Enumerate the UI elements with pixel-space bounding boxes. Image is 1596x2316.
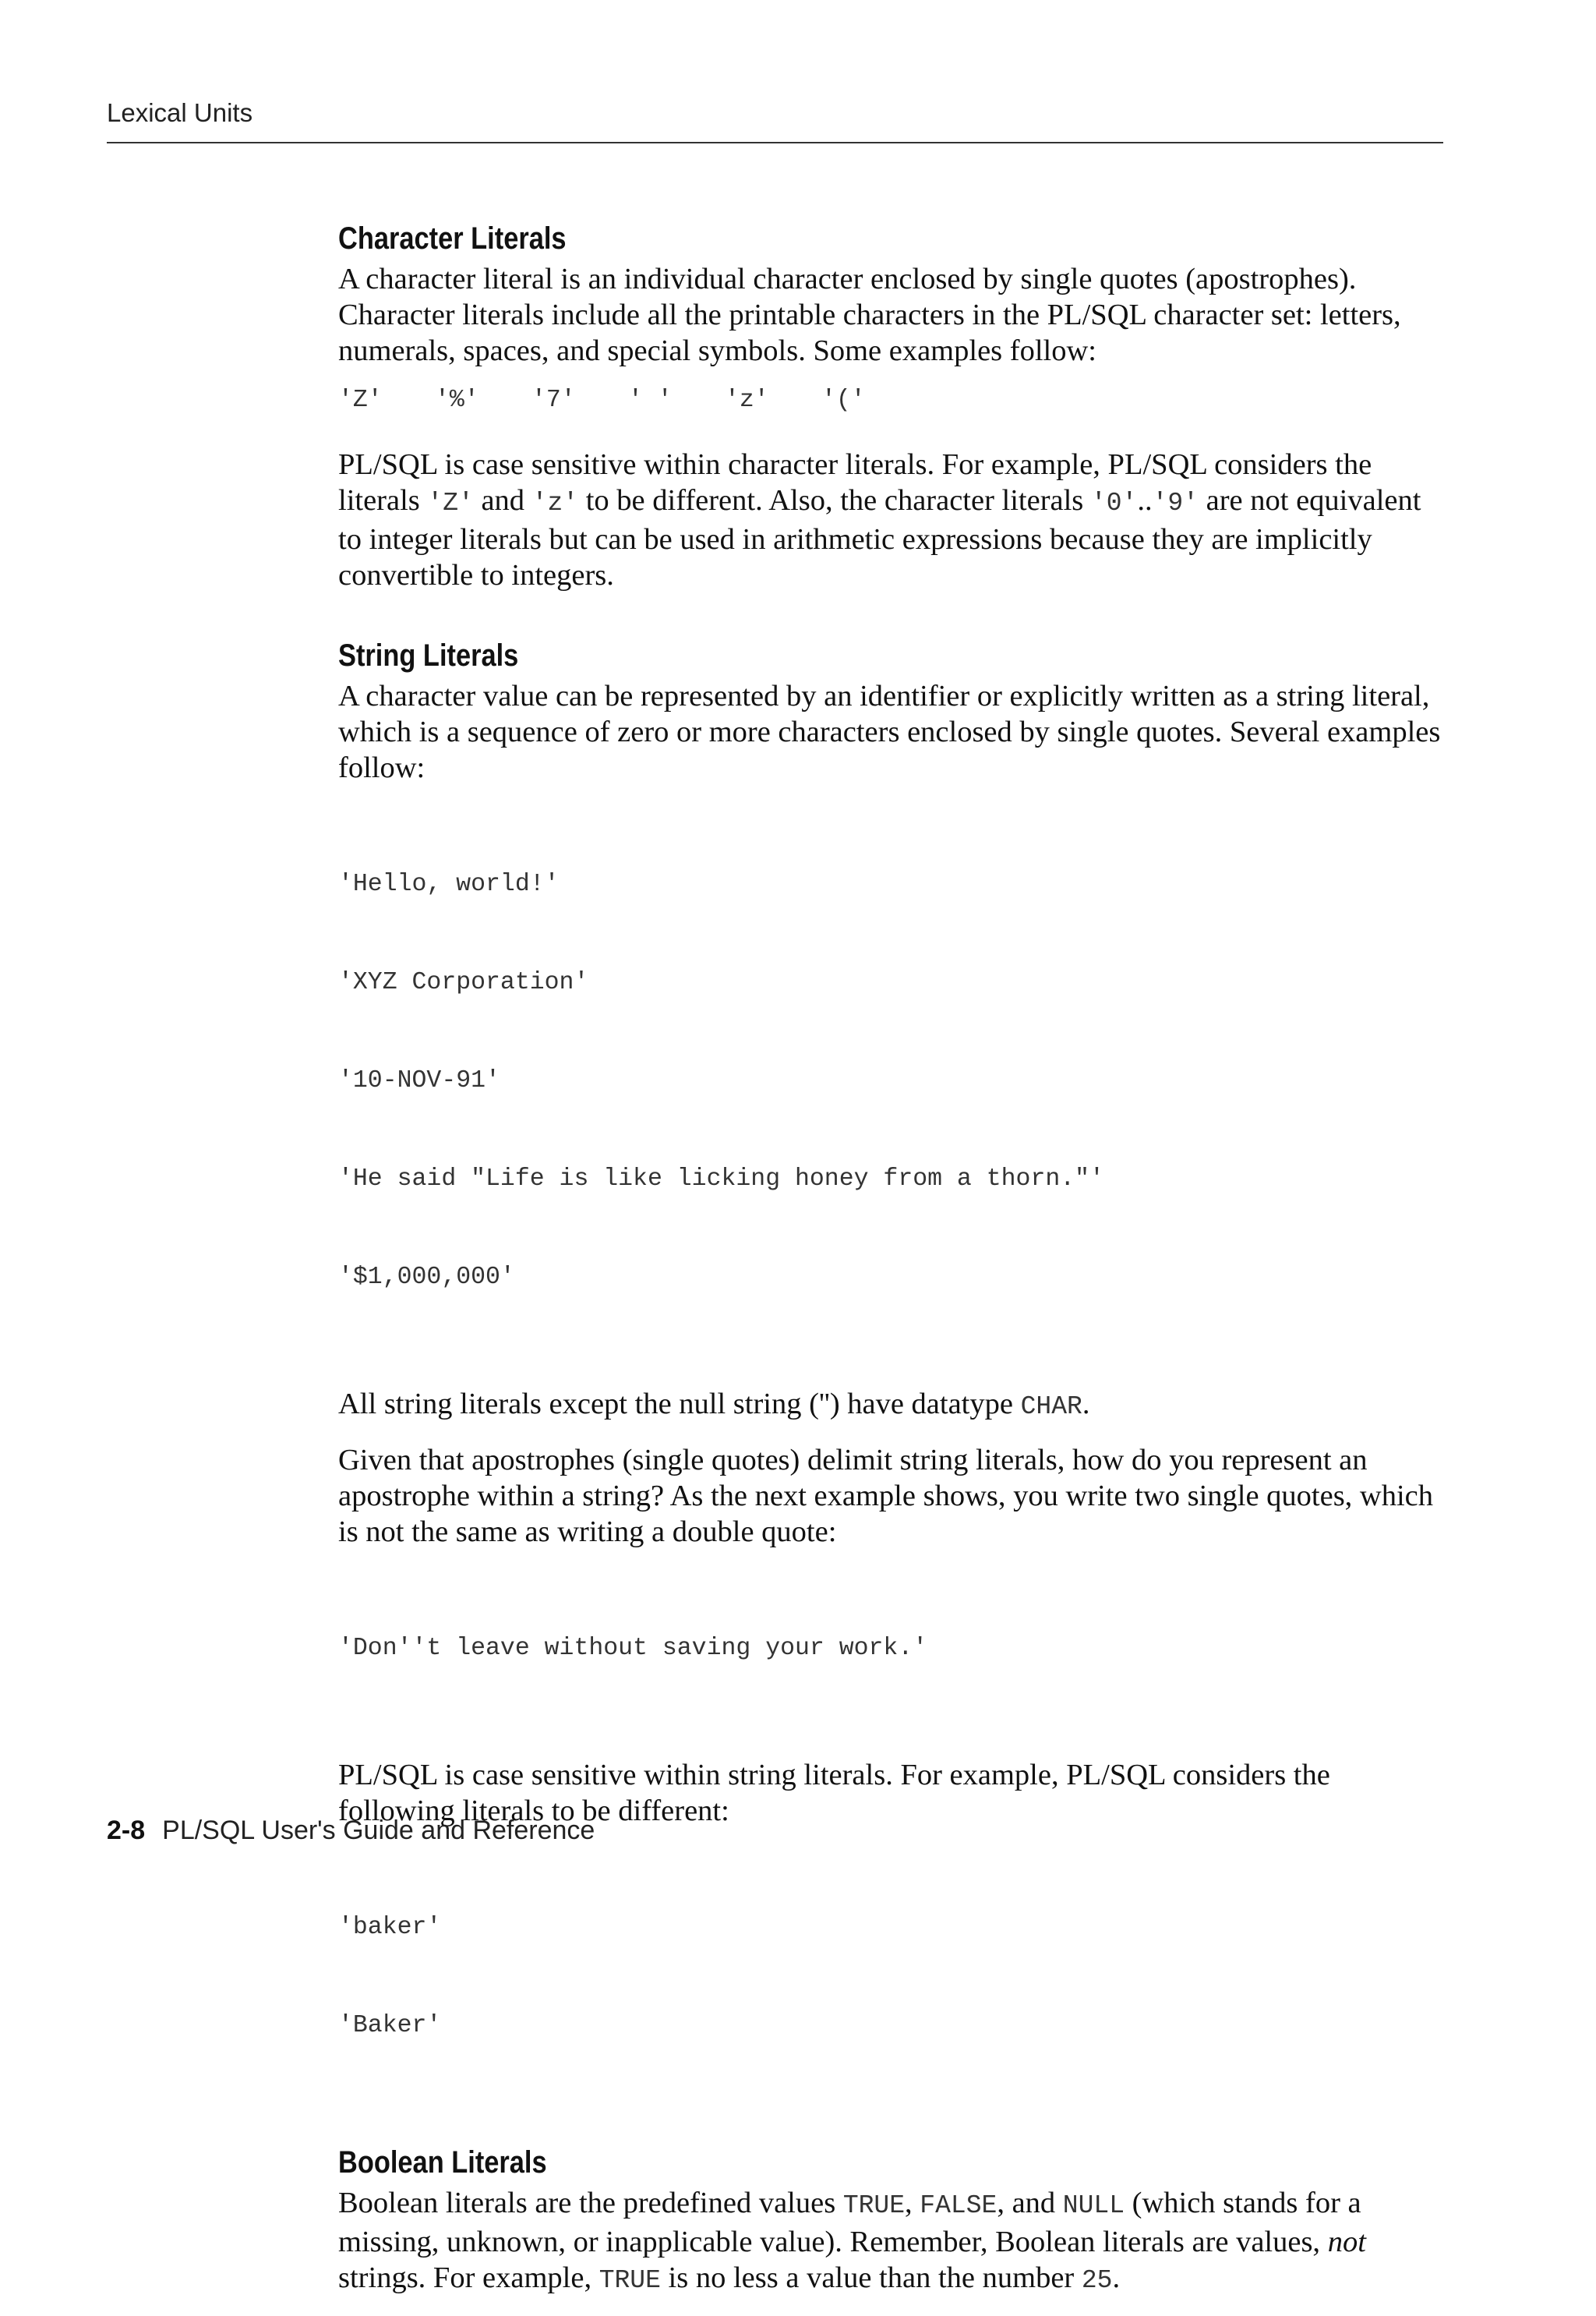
code-line: '10-NOV-91' xyxy=(338,1067,500,1094)
text-run: .. xyxy=(1137,484,1153,517)
section-heading: Boolean Literals xyxy=(338,2145,547,2180)
page-content xyxy=(338,221,1445,2316)
paragraph-datatype xyxy=(338,1386,1445,1425)
text-run: , and xyxy=(997,2187,1063,2219)
text-run: is no less a value than the number xyxy=(660,2261,1082,2294)
header-rule xyxy=(107,142,1443,143)
text-run: . xyxy=(1082,1388,1090,1420)
section-character-literals xyxy=(338,221,1445,593)
inline-code: 'Z' xyxy=(427,489,474,518)
text-run: are not equivalent to integer literals but can be used in arithmetic expressions because they are implicitly convertible to integers. xyxy=(338,484,1421,592)
code-line: 'Don''t leave without saving your work.' xyxy=(338,1635,928,1662)
paragraph: A character value can be represented by an identifier or explicitly written as a string literal, which is a sequence of zero or more characters enclosed by single quotes. Several examples follow: xyxy=(338,680,1441,784)
text-run: to be different. Also, the character literals xyxy=(578,484,1091,517)
inline-code: FALSE xyxy=(920,2191,998,2220)
code-item: '(' xyxy=(821,387,866,414)
code-line: '$1,000,000' xyxy=(338,1264,515,1291)
text-run: PL/SQL is case sensitive within character literals. For example, PL/SQL considers the literals xyxy=(338,448,1372,517)
code-line: 'He said "Life is like licking honey from a thorn."' xyxy=(338,1165,1104,1193)
section-heading: Character Literals xyxy=(338,221,567,256)
paragraph-apostrophe: Given that apostrophes (single quotes) delimit string literals, how do you represent an apostrophe within a string? As the next example shows, you write two single quotes, which is not the same as writing a double quote: xyxy=(338,1444,1434,1548)
text-run: . xyxy=(1112,2261,1121,2294)
section-boolean-literals xyxy=(338,2145,1445,2299)
code-example-strings xyxy=(338,803,1445,1360)
page-number: 2-8 xyxy=(107,1816,146,1845)
text-run: All string literals except the null string ('') have datatype xyxy=(338,1388,1021,1420)
inline-code: TRUE xyxy=(598,2266,661,2295)
inline-code: '0' xyxy=(1090,489,1138,518)
paragraph-boolean xyxy=(338,2185,1445,2299)
book-title: PL/SQL User's Guide and Reference xyxy=(162,1816,595,1845)
paragraph-string-case: PL/SQL is case sensitive within string literals. For example, PL/SQL considers the following literals to be different: xyxy=(338,1759,1330,1827)
code-line: 'XYZ Corporation' xyxy=(338,969,589,996)
code-example-characters xyxy=(338,384,1445,417)
inline-code: 25 xyxy=(1081,2266,1113,2295)
code-example-case xyxy=(338,1846,1445,2108)
code-example-apostrophe xyxy=(338,1567,1445,1731)
code-item: '%' xyxy=(435,387,479,414)
code-item: 'Z' xyxy=(338,387,383,414)
paragraph: A character literal is an individual character enclosed by single quotes (apostrophes). Character literals include all the printable characters in the PL/SQL character set: letters, numerals, spaces, and special symbols. Some examples follow: xyxy=(338,263,1401,367)
running-header: Lexical Units xyxy=(107,98,253,127)
code-item: '7' xyxy=(531,387,576,414)
code-line: 'Hello, world!' xyxy=(338,871,560,898)
code-item: ' ' xyxy=(628,387,673,414)
inline-code: '9' xyxy=(1152,489,1199,518)
text-run: and xyxy=(473,484,532,517)
paragraph-case-sensitivity xyxy=(338,447,1445,593)
text-run: Boolean literals are the predefined values xyxy=(338,2187,843,2219)
inline-code: CHAR xyxy=(1020,1392,1082,1421)
emphasis: not xyxy=(1327,2226,1366,2258)
section-heading: String Literals xyxy=(338,638,519,673)
inline-code: 'z' xyxy=(531,489,579,518)
inline-code: TRUE xyxy=(842,2191,906,2220)
text-run: strings. For example, xyxy=(338,2261,599,2294)
text-run: (which stands for a missing, unknown, or inapplicable value). Remember, Boolean literals are values, xyxy=(338,2187,1361,2258)
code-item: 'z' xyxy=(725,387,769,414)
inline-code: NULL xyxy=(1062,2191,1125,2220)
text-run: , xyxy=(905,2187,920,2219)
page-footer xyxy=(107,1816,595,1846)
code-line: 'Baker' xyxy=(338,2012,442,2039)
section-string-literals xyxy=(338,638,1445,2108)
code-line: 'baker' xyxy=(338,1914,442,1941)
